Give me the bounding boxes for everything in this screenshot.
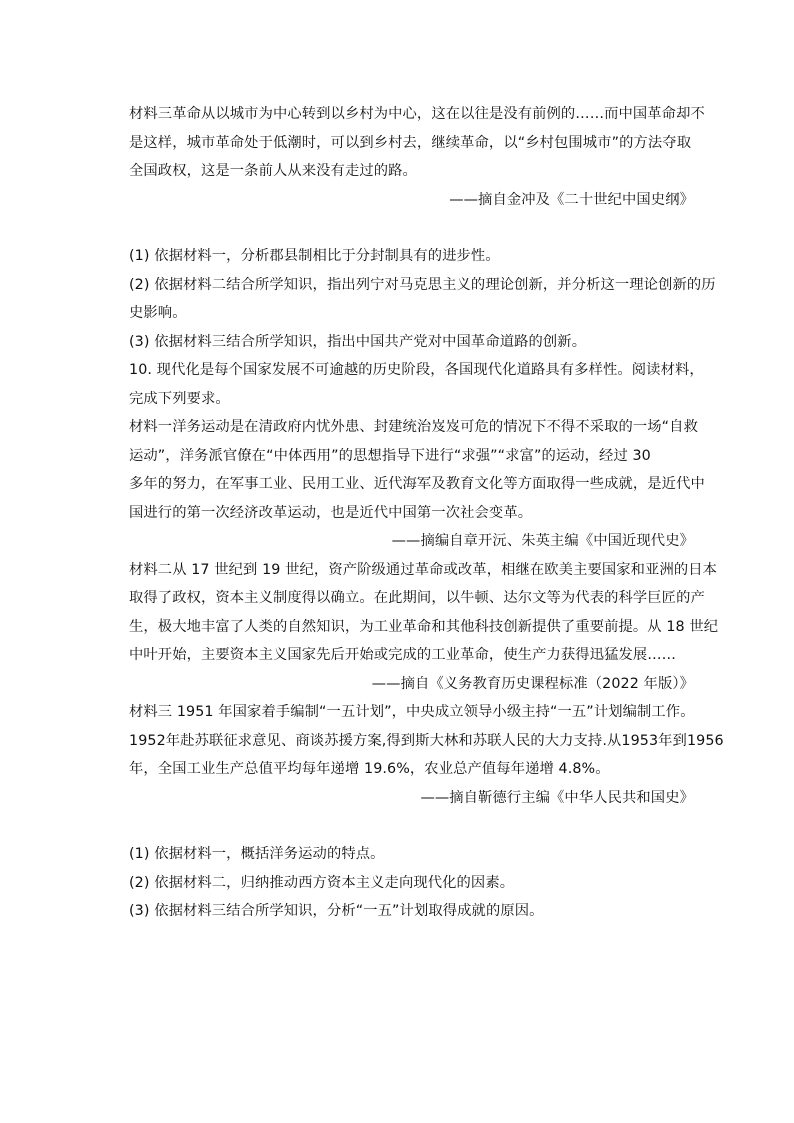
question-item: (3) 依据材料三结合所学知识，分析“一五”计划取得成就的原因。 [129,903,544,919]
question-item: 史影响。 [129,305,187,321]
document-page [129,100,724,926]
question-list-2 [129,840,694,926]
source-citation: ——摘编自章开沅、朱英主编《中国近现代史》 [391,533,694,549]
paragraph-line: 运动”，洋务派官僚在“中体西用”的思想指导下进行“求强”“求富”的运动，经过 30 [129,447,651,464]
paragraph-line: 1952年赴苏联征求意见、商谈苏援方案,得到斯大林和苏联人民的大力支持.从1953年到1956 [129,732,724,749]
question-item: (3) 依据材料三结合所学知识，指出中国共产党对中国革命道路的创新。 [129,333,587,350]
question-item: (2) 依据材料二，归纳推动西方资本主义走向现代化的因素。 [129,874,515,891]
question-item: (2) 依据材料二结合所学知识，指出列宁对马克思主义的理论创新，并分析这一理论创新的历 [129,276,716,293]
paragraph-line: 国进行的第一次经济改革运动，也是近代中国第一次社会变革。 [129,504,533,521]
paragraph-line: 材料三 1951 年国家着手编制“一五计划”，中央成立领导小级主持“一五”计划编制工作。 [129,704,695,720]
question-item: (1) 依据材料一，概括洋务运动的特点。 [129,846,385,862]
question-title: 完成下列要求。 [129,390,230,407]
material-3-block [129,100,705,214]
source-citation: ——摘自靳德行主编《中华人民共和国史》 [420,789,694,806]
paragraph-line: 全国政权，这是一条前人从来没有走过的路。 [129,163,417,179]
paragraph-line: 是这样，城市革命处于低潮时，可以到乡村去，继续革命，以“乡村包围城市”的方法夺取 [129,134,692,151]
paragraph-line: 材料三革命从以城市为中心转到以乡村为中心，这在以往是没有前例的……而中国革命却不 [129,106,705,122]
paragraph-line: 取得了政权，资本主义制度得以确立。在此期间，以牛顿、达尔文等为代表的科学巨匠的产 [129,590,705,606]
source-citation: ——摘自《义务教育历史课程标准（2022 年版）》 [371,675,694,692]
paragraph-line: 生，极大地丰富了人类的自然知识，为工业革命和其他科技创新提供了重要前提。从 18 世纪 [129,618,719,635]
question-list-1 [129,242,716,356]
paragraph-line: 多年的努力，在军事工业、民用工业、近代海军及教育文化等方面取得一些成就，是近代中 [129,476,705,492]
question-title: 10. 现代化是每个国家发展不可逾越的历史阶段，各国现代化道路具有多样性。阅读材料， [129,362,704,378]
material-3-data-block [129,698,724,812]
spacer [129,214,694,242]
material-2-block [129,556,719,699]
material-1-block [129,413,705,556]
spacer [129,812,694,840]
paragraph-line: 中叶开始，主要资本主义国家先后开始或完成的工业革命，使生产力获得迅猛发展…… [129,647,677,663]
source-citation: ——摘自金冲及《二十世纪中国史纲》 [449,191,694,208]
paragraph-line: 材料二从 17 世纪到 19 世纪，资产阶级通过革命或改革，相继在欧美主要国家和亚洲的日本 [129,561,718,578]
paragraph-line: 年，全国工业生产总值平均每年递增 19.6%，农业总产值每年递增 4.8%。 [129,761,610,777]
question-10-intro [129,356,704,413]
paragraph-line: 材料一洋务运动是在清政府内忧外患、封建统治岌岌可危的情况下不得不采取的一场“自救 [129,419,698,435]
question-item: (1) 依据材料一，分析郡县制相比于分封制具有的进步性。 [129,248,500,264]
